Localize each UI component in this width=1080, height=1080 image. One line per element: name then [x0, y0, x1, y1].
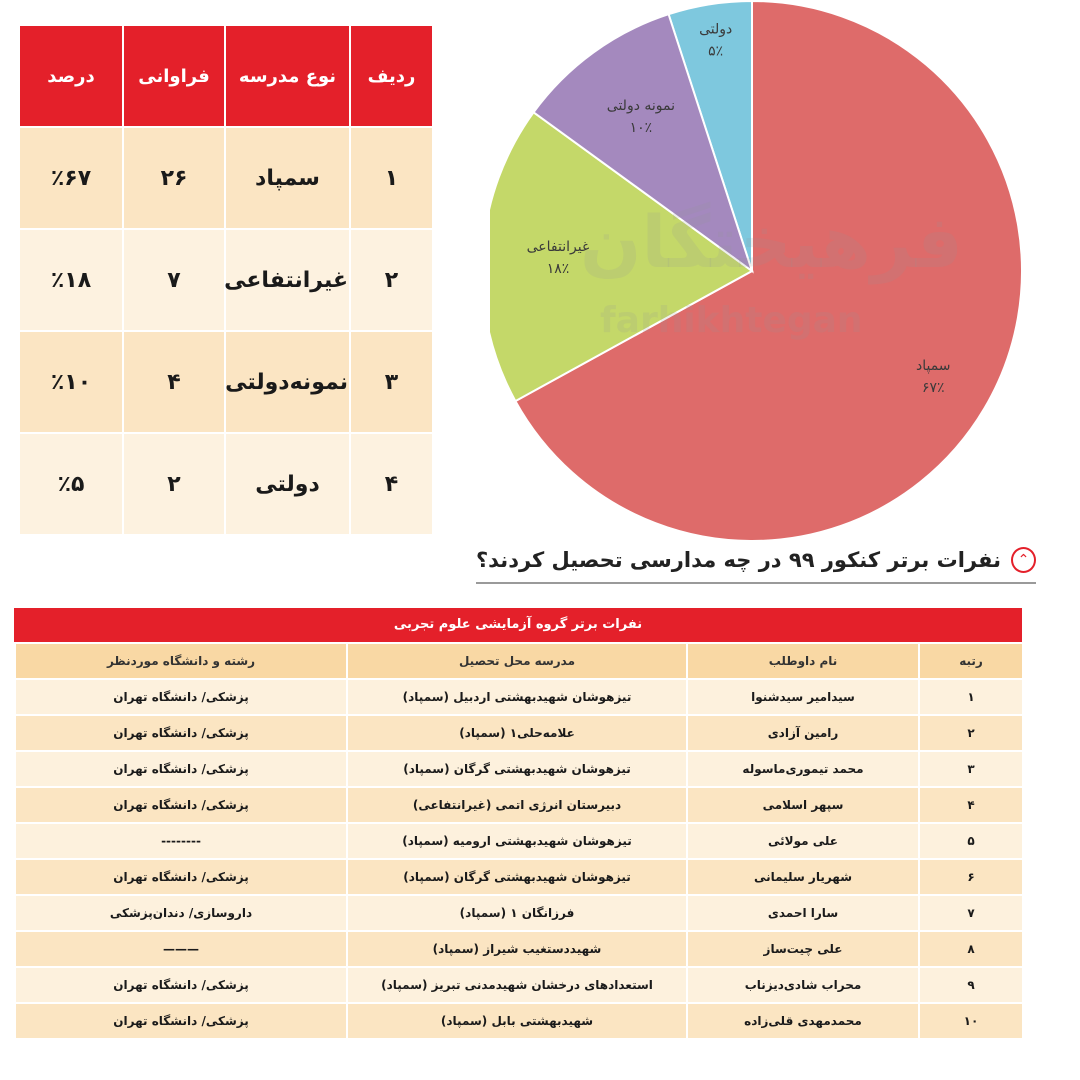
summary-header-row — [19, 25, 433, 127]
cell-field: پزشکی/ دانشگاه تهران — [15, 679, 347, 715]
cell-field: ——— — [15, 931, 347, 967]
cell-name: سپهر اسلامی — [687, 787, 919, 823]
pie-slice-value: ۶۷٪ — [921, 380, 945, 397]
cell-field: پزشکی/ دانشگاه تهران — [15, 1003, 347, 1039]
cell-field: پزشکی/ دانشگاه تهران — [15, 787, 347, 823]
cell-name: علی چیت‌ساز — [687, 931, 919, 967]
cell-school: تیزهوشان شهیدبهشتی اردبیل (سمپاد) — [347, 679, 687, 715]
cell-school: فرزانگان ۱ (سمپاد) — [347, 895, 687, 931]
cell-school: تیزهوشان شهیدبهشتی گرگان (سمپاد) — [347, 751, 687, 787]
cell-name: علی مولائی — [687, 823, 919, 859]
chevron-up-circle-icon: ⌃ — [1011, 547, 1036, 573]
summary-header-percent: درصد — [19, 25, 123, 127]
table-row — [15, 787, 1023, 823]
cell-name: سارا احمدی — [687, 895, 919, 931]
cell-rank: ۸ — [919, 931, 1023, 967]
top-students-table — [14, 642, 1024, 1040]
cell-name: سیدامیر سیدشنوا — [687, 679, 919, 715]
school-type-pie-chart — [490, 0, 1050, 540]
table-row — [15, 679, 1023, 715]
summary-row — [19, 331, 433, 433]
summary-header-school-type: نوع مدرسه — [225, 25, 350, 127]
summary-row — [19, 127, 433, 229]
summary-row-number: ۱ — [350, 127, 433, 229]
table-row — [15, 895, 1023, 931]
cell-name: محمدمهدی قلی‌زاده — [687, 1003, 919, 1039]
cell-name: شهریار سلیمانی — [687, 859, 919, 895]
cell-school: شهیدبهشتی بابل (سمپاد) — [347, 1003, 687, 1039]
cell-rank: ۲ — [919, 715, 1023, 751]
cell-school: استعدادهای درخشان شهیدمدنی تبریز (سمپاد) — [347, 967, 687, 1003]
summary-row — [19, 433, 433, 535]
chart-title-text: نفرات برتر کنکور ۹۹ در چه مدارسی تحصیل کردند؟ — [476, 548, 1001, 572]
summary-row-number: ۳ — [350, 331, 433, 433]
cell-name: محمد تیموری‌ماسوله — [687, 751, 919, 787]
summary-school-type: نمونه‌دولتی — [225, 331, 350, 433]
summary-header-row-number: ردیف — [350, 25, 433, 127]
cell-rank: ۱۰ — [919, 1003, 1023, 1039]
summary-frequency: ۴ — [123, 331, 225, 433]
cell-name: محراب شادی‌دیزناب — [687, 967, 919, 1003]
table-row — [15, 823, 1023, 859]
summary-school-type: غیرانتفاعی — [225, 229, 350, 331]
header-field: رشته و دانشگاه موردنظر — [15, 643, 347, 679]
pie-slice-label: نمونه دولتی — [606, 98, 676, 115]
table-row — [15, 967, 1023, 1003]
header-name: نام داوطلب — [687, 643, 919, 679]
table-row — [15, 931, 1023, 967]
cell-field: پزشکی/ دانشگاه تهران — [15, 751, 347, 787]
cell-rank: ۵ — [919, 823, 1023, 859]
summary-frequency: ۷ — [123, 229, 225, 331]
cell-school: علامه‌حلی۱ (سمپاد) — [347, 715, 687, 751]
top-students-header-row — [15, 643, 1023, 679]
summary-row — [19, 229, 433, 331]
table-row — [15, 715, 1023, 751]
table-row — [15, 751, 1023, 787]
school-type-summary-table — [18, 24, 434, 536]
cell-field: پزشکی/ دانشگاه تهران — [15, 715, 347, 751]
summary-row-number: ۲ — [350, 229, 433, 331]
header-school: مدرسه محل تحصیل — [347, 643, 687, 679]
cell-field: پزشکی/ دانشگاه تهران — [15, 859, 347, 895]
summary-header-frequency: فراوانی — [123, 25, 225, 127]
top-students-table-title: نفرات برتر گروه آزمایشی علوم تجربی — [14, 608, 1022, 642]
pie-slice-value: ۵٪ — [708, 43, 724, 60]
summary-frequency: ۲ — [123, 433, 225, 535]
summary-school-type: سمپاد — [225, 127, 350, 229]
cell-name: رامین آزادی — [687, 715, 919, 751]
summary-school-type: دولتی — [225, 433, 350, 535]
table-row — [15, 859, 1023, 895]
summary-percent: ٪۵ — [19, 433, 123, 535]
cell-field: -------- — [15, 823, 347, 859]
summary-row-number: ۴ — [350, 433, 433, 535]
cell-school: تیزهوشان شهیدبهشتی گرگان (سمپاد) — [347, 859, 687, 895]
cell-rank: ۱ — [919, 679, 1023, 715]
pie-slice-label: سمپاد — [915, 358, 951, 375]
cell-rank: ۹ — [919, 967, 1023, 1003]
cell-field: پزشکی/ دانشگاه تهران — [15, 967, 347, 1003]
pie-slice-value: ۱۸٪ — [546, 260, 570, 277]
summary-percent: ٪۶۷ — [19, 127, 123, 229]
summary-percent: ٪۱۸ — [19, 229, 123, 331]
chart-title — [476, 540, 1036, 580]
pie-slice-label: غیرانتفاعی — [526, 238, 590, 255]
cell-rank: ۴ — [919, 787, 1023, 823]
cell-rank: ۷ — [919, 895, 1023, 931]
pie-slice-label: دولتی — [699, 21, 733, 38]
table-row — [15, 1003, 1023, 1039]
cell-rank: ۶ — [919, 859, 1023, 895]
pie-slice-value: ۱۰٪ — [629, 120, 653, 137]
summary-frequency: ۲۶ — [123, 127, 225, 229]
cell-rank: ۳ — [919, 751, 1023, 787]
cell-school: دبیرستان انرژی اتمی (غیرانتفاعی) — [347, 787, 687, 823]
cell-field: داروسازی/ دندان‌پزشکی — [15, 895, 347, 931]
cell-school: تیزهوشان شهیدبهشتی ارومیه (سمپاد) — [347, 823, 687, 859]
header-rank: رتبه — [919, 643, 1023, 679]
title-underline — [476, 582, 1036, 584]
summary-percent: ٪۱۰ — [19, 331, 123, 433]
cell-school: شهیددستغیب شیراز (سمپاد) — [347, 931, 687, 967]
